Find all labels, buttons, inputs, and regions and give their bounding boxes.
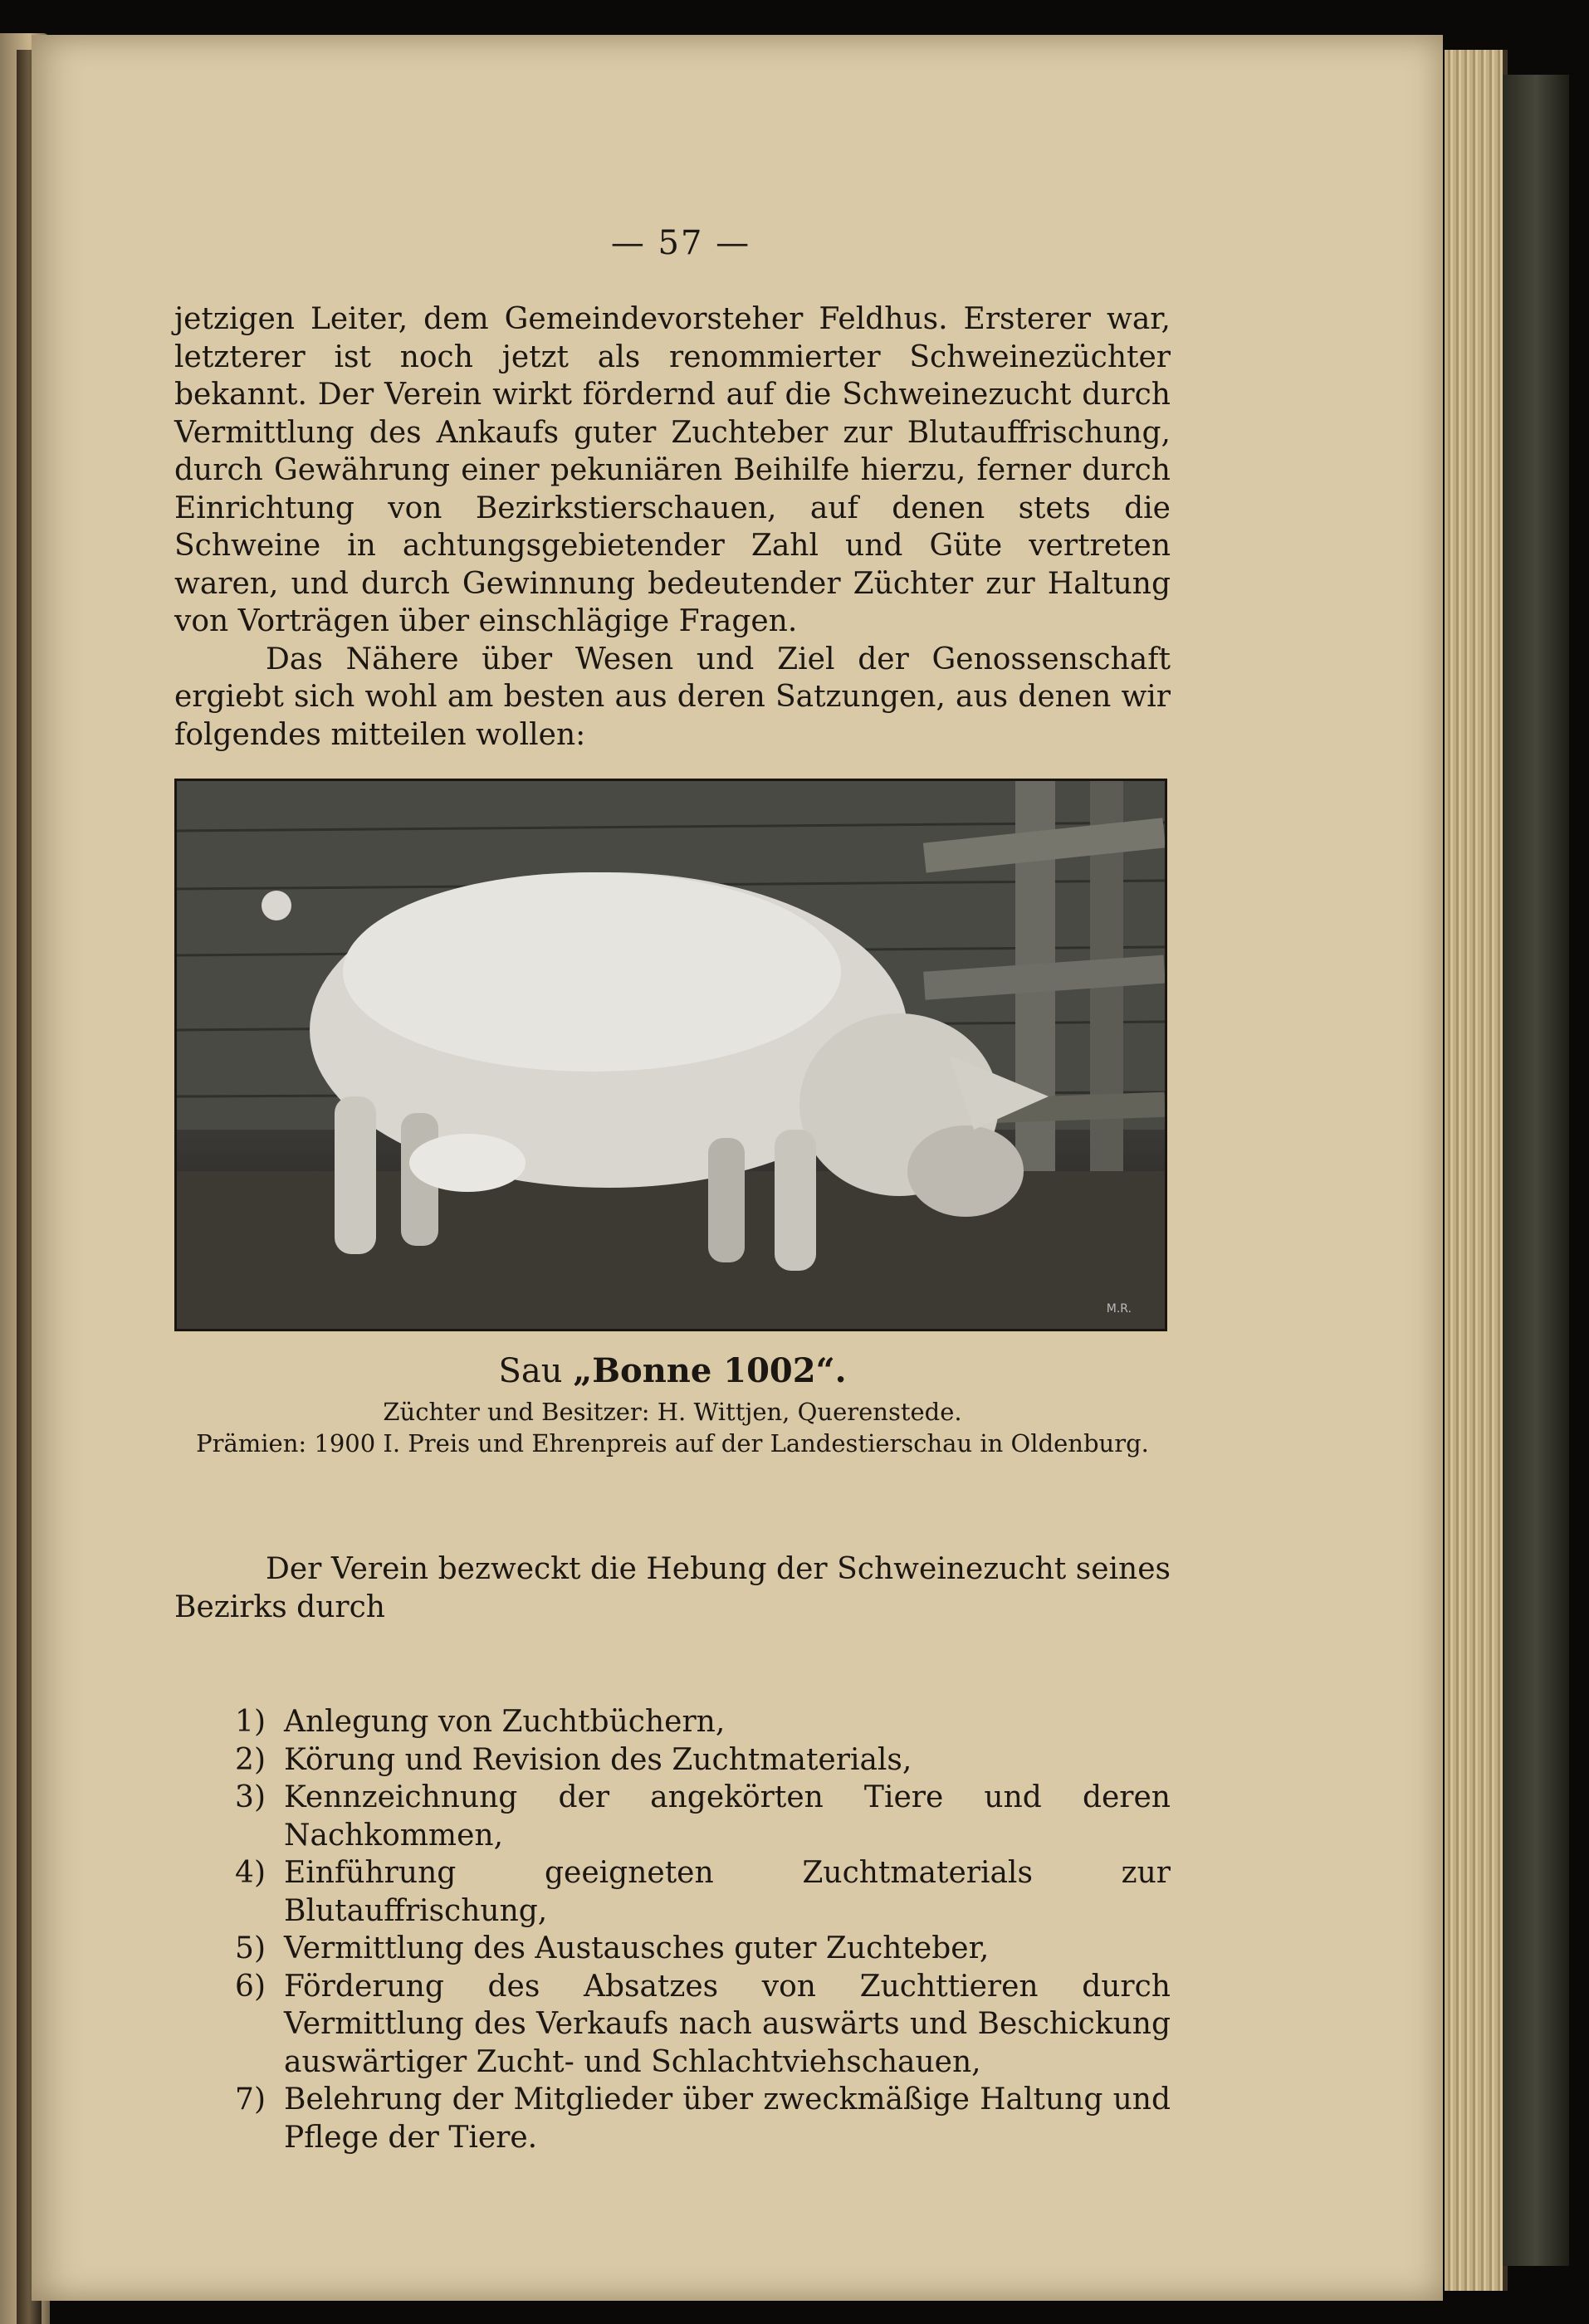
list-item-number: 6) — [235, 1969, 266, 2004]
list-item-text: Kennzeichnung der angekörten Tiere und deren Nachkommen, — [284, 1780, 1171, 1853]
list-item-text: Vermittlung des Austausches guter Zuchteber, — [284, 1931, 990, 1965]
list-item — [174, 1968, 1171, 2082]
list-item — [174, 1703, 1171, 1741]
caption-prizes: Prämien: 1900 I. Preis und Ehrenpreis auf der Landestierschau in Oldenburg. — [196, 1429, 1149, 1457]
list-item — [174, 1779, 1171, 1854]
caption-breeder: Züchter und Besitzer: H. Wittjen, Querenstede. — [383, 1398, 962, 1426]
caption-name: „Bonne 1002“. — [573, 1351, 847, 1390]
caption-prefix: Sau — [498, 1352, 563, 1390]
goals-list — [174, 1703, 1171, 2156]
list-item-number: 4) — [235, 1856, 266, 1890]
paragraph-1: jetzigen Leiter, dem Gemeindevorsteher Feldhus. Ersterer war, letzterer ist noch jetzt als renommierter Schweinezüchter bekannt. Der Verein wirkt fördernd auf die Schweinezucht durch Vermittlung des Ankaufs guter Zuchteber zur Blutauffrischung, durch Gewährung einer pekuniären Beihilfe hierzu, ferner durch Einrichtung von Bezirkstierschauen, auf denen stets die Schweine in achtungsgebietender Zahl und Güte vertreten waren, und durch Gewinnung bedeutender Züchter zur Haltung von Vorträgen über einschlägige Fragen. — [174, 302, 1171, 638]
list-item-number: 7) — [235, 2082, 266, 2116]
list-item-number: 2) — [235, 1742, 266, 1777]
list-item-number: 3) — [235, 1780, 266, 1814]
book-cover-edge — [1503, 75, 1569, 2266]
list-item-text: Körung und Revision des Zuchtmaterials, — [284, 1742, 912, 1777]
list-item-text: Förderung des Absatzes von Zuchttieren durch Vermittlung des Verkaufs nach auswärts und Beschickung auswärtiger Zucht- und Schlachtviehschauen, — [284, 1969, 1171, 2079]
page-number: — 57 — — [610, 224, 751, 262]
photo-monogram: M.R. — [1106, 1302, 1132, 1316]
pig-photograph — [174, 779, 1167, 1331]
list-item-number: 5) — [235, 1931, 266, 1965]
body-text-top — [174, 300, 1171, 754]
paragraph-2: Das Nähere über Wesen und Ziel der Genossenschaft ergiebt sich wohl am besten aus deren Satzungen, aus denen wir folgendes mitteilen wollen: — [174, 642, 1171, 752]
list-item — [174, 1854, 1171, 1930]
list-item — [174, 1741, 1171, 1780]
list-item-text: Belehrung der Mitglieder über zweckmäßige Haltung und Pflege der Tiere. — [284, 2082, 1171, 2155]
paragraph-3: Der Verein bezweckt die Hebung der Schweinezucht seines Bezirks durch — [174, 1552, 1171, 1624]
pig-illustration — [177, 781, 1165, 1329]
list-item — [174, 2081, 1171, 2156]
body-text-bottom — [174, 1550, 1171, 1626]
page-stack-edges — [1445, 50, 1508, 2291]
list-item-text: Anlegung von Zuchtbüchern, — [284, 1705, 726, 1739]
photo-caption-title — [174, 1351, 1171, 1390]
list-item — [174, 1930, 1171, 1968]
list-item-number: 1) — [235, 1705, 266, 1739]
pen-floor — [177, 1171, 1165, 1329]
list-item-text: Einführung geeigneten Zuchtmaterials zur Blutauffrischung, — [284, 1856, 1171, 1928]
